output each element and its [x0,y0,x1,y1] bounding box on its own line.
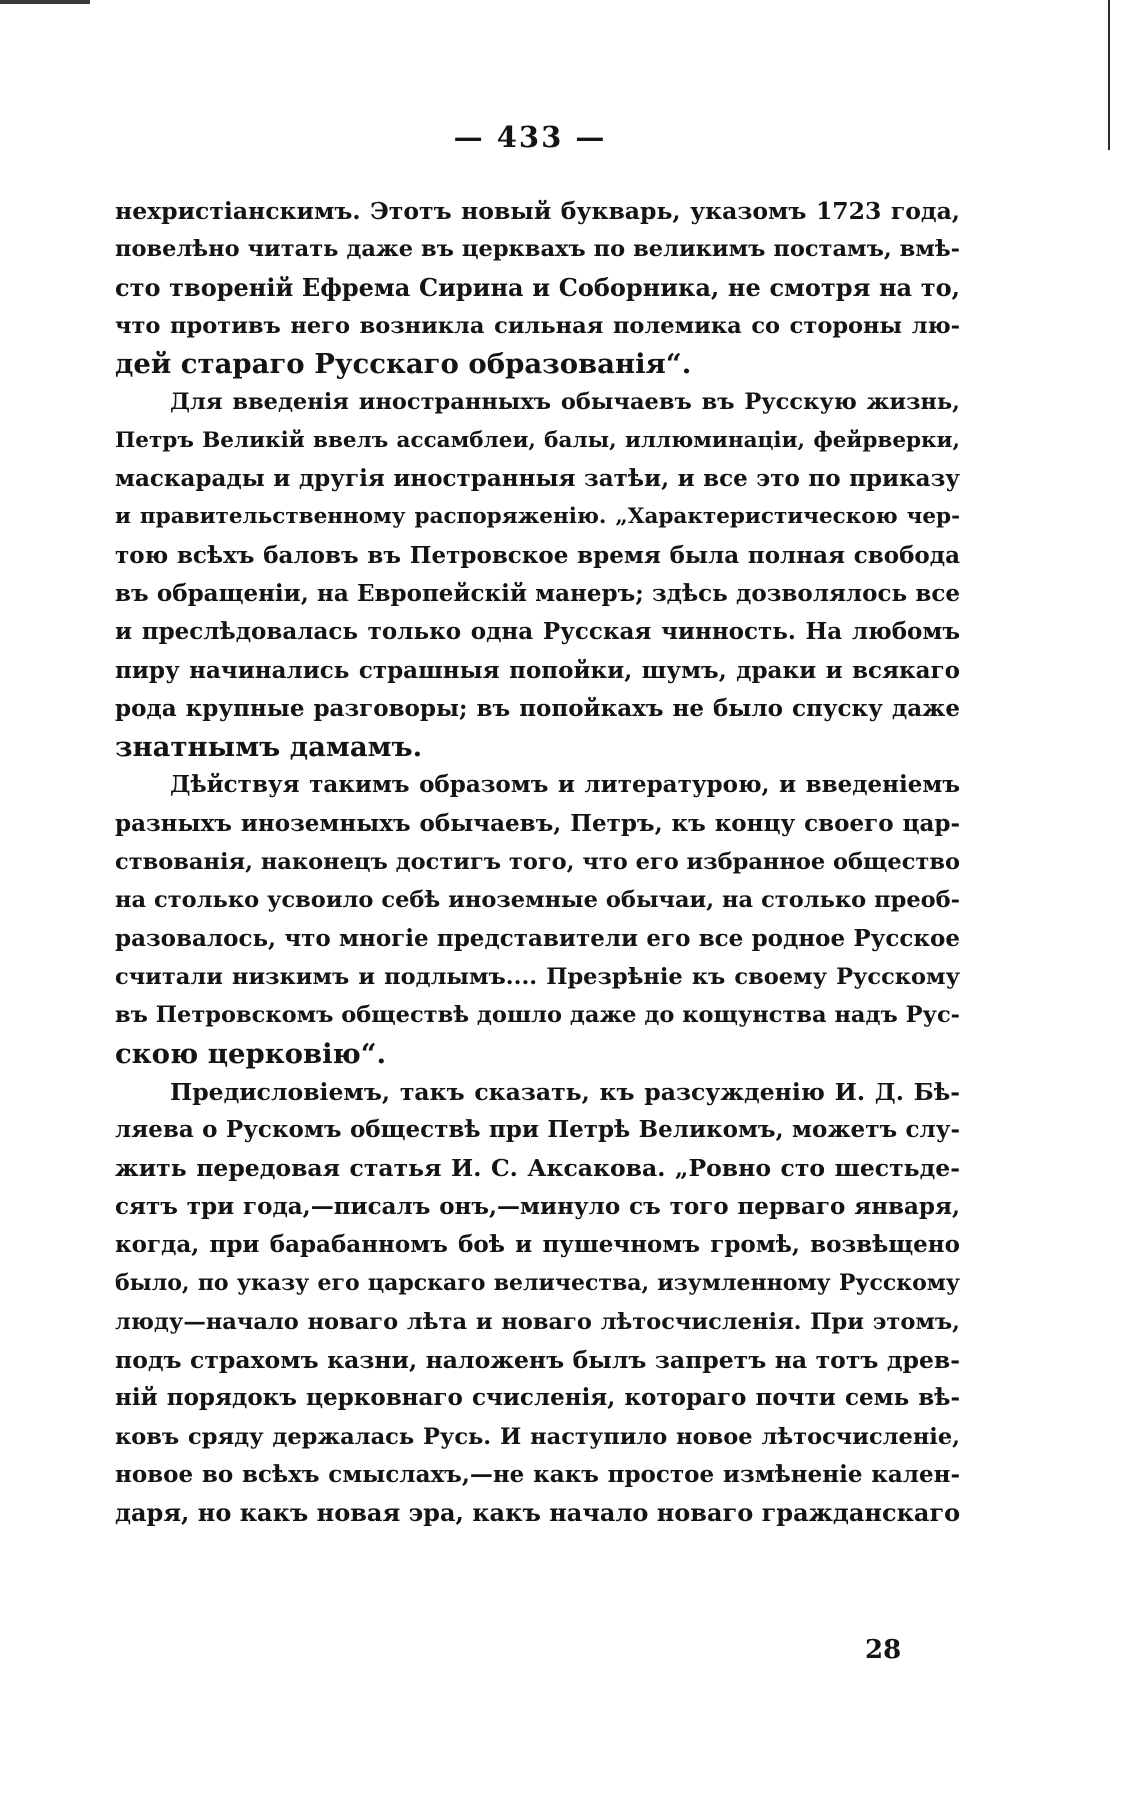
text-line: и преслѣдовалась только одна Русская чинность. На любомъ [115,618,960,646]
paragraph-first-line: Дѣйствуя такимъ образомъ и литературою, и введеніемъ [170,771,960,799]
text-line: тою всѣхъ баловъ въ Петровское время была полная свобода [115,541,960,569]
text-line: на столько усвоило себѣ иноземные обычаи, на столько преоб- [115,887,960,914]
text-line: даря, но какъ новая эра, какъ начало новаго гражданскаго [115,1498,961,1528]
text-line: люду—начало новаго лѣта и новаго лѣтосчисленія. При этомъ, [115,1308,960,1335]
text-line: Петръ Великій ввелъ ассамблеи, балы, иллюминаціи, фейрверки, [115,427,960,453]
text-line: разныхъ иноземныхъ обычаевъ, Петръ, къ концу своего цар- [115,809,960,837]
text-line: повелѣно читать даже въ церквахъ по великимъ постамъ, вмѣ- [115,236,960,263]
text-line: ствованія, наконецъ достигъ того, что его избранное общество [115,849,960,876]
text-line: скою церковію“. [115,1037,387,1070]
text-line: ній порядокъ церковнаго счисленія, котораго почти семь вѣ- [115,1384,960,1412]
page-number: — 433 — [453,120,607,154]
body-text [115,192,960,1532]
text-line: и правительственному распоряженію. „Характеристическою чер- [115,504,960,530]
scan-artifact-corner [0,0,90,14]
text-line: сятъ три года,—писалъ онъ,—минуло съ того перваго января, [115,1192,960,1220]
text-line: что противъ него возникла сильная полемика со стороны лю- [115,312,960,339]
text-line: сто твореній Ефрема Сирина и Соборника, не смотря на то, [115,272,960,302]
text-line: знатнымъ дамамъ. [115,731,423,764]
text-line: было, по указу его царскаго величества, изумленному Русскому [115,1270,960,1297]
text-line: дей стараго Русскаго образованія“. [115,348,692,381]
text-line: разовалось, что многіе представители его все родное Русское [115,924,960,952]
text-line: ковъ сряду держалась Русь. И наступило новое лѣтосчисленіе, [115,1423,960,1450]
text-line: ляева о Рускомъ обществѣ при Петрѣ Великомъ, можетъ слу- [115,1116,960,1144]
text-line: подъ страхомъ казни, наложенъ былъ запретъ на тотъ древ- [115,1345,960,1374]
text-line: пиру начинались страшныя попойки, шумъ, драки и всякаго [115,656,960,684]
text-line: считали низкимъ и подлымъ.... Презрѣніе къ своему Русскому [115,963,960,990]
text-line: нехристіанскимъ. Этотъ новый букварь, указомъ 1723 года, [115,197,960,225]
text-line: маскарады и другія иностранныя затѣи, и все это по приказу [115,465,960,493]
text-line: въ обращеніи, на Европейскій манеръ; здѣсь дозволялось все [115,579,960,607]
paragraph-first-line: Предисловіемъ, такъ сказать, къ разсужденію И. Д. Бѣ- [170,1077,960,1106]
scan-artifact-edge [1108,0,1110,150]
text-line: рода крупные разговоры; въ попойкахъ не было спуску даже [115,694,960,722]
paragraph-first-line: Для введенія иностранныхъ обычаевъ въ Русскую жизнь, [170,389,960,416]
text-line: въ Петровскомъ обществѣ дошло даже до кощунства надъ Рус- [115,1002,960,1029]
text-line: новое во всѣхъ смыслахъ,—не какъ простое измѣненіе кален- [115,1460,960,1488]
text-line: когда, при барабанномъ боѣ и пушечномъ громѣ, возвѣщено [115,1231,960,1259]
text-line: жить передовая статья И. С. Аксакова. „Ровно сто шестьде- [115,1154,960,1183]
printer-signature-mark: 28 [865,1635,902,1665]
